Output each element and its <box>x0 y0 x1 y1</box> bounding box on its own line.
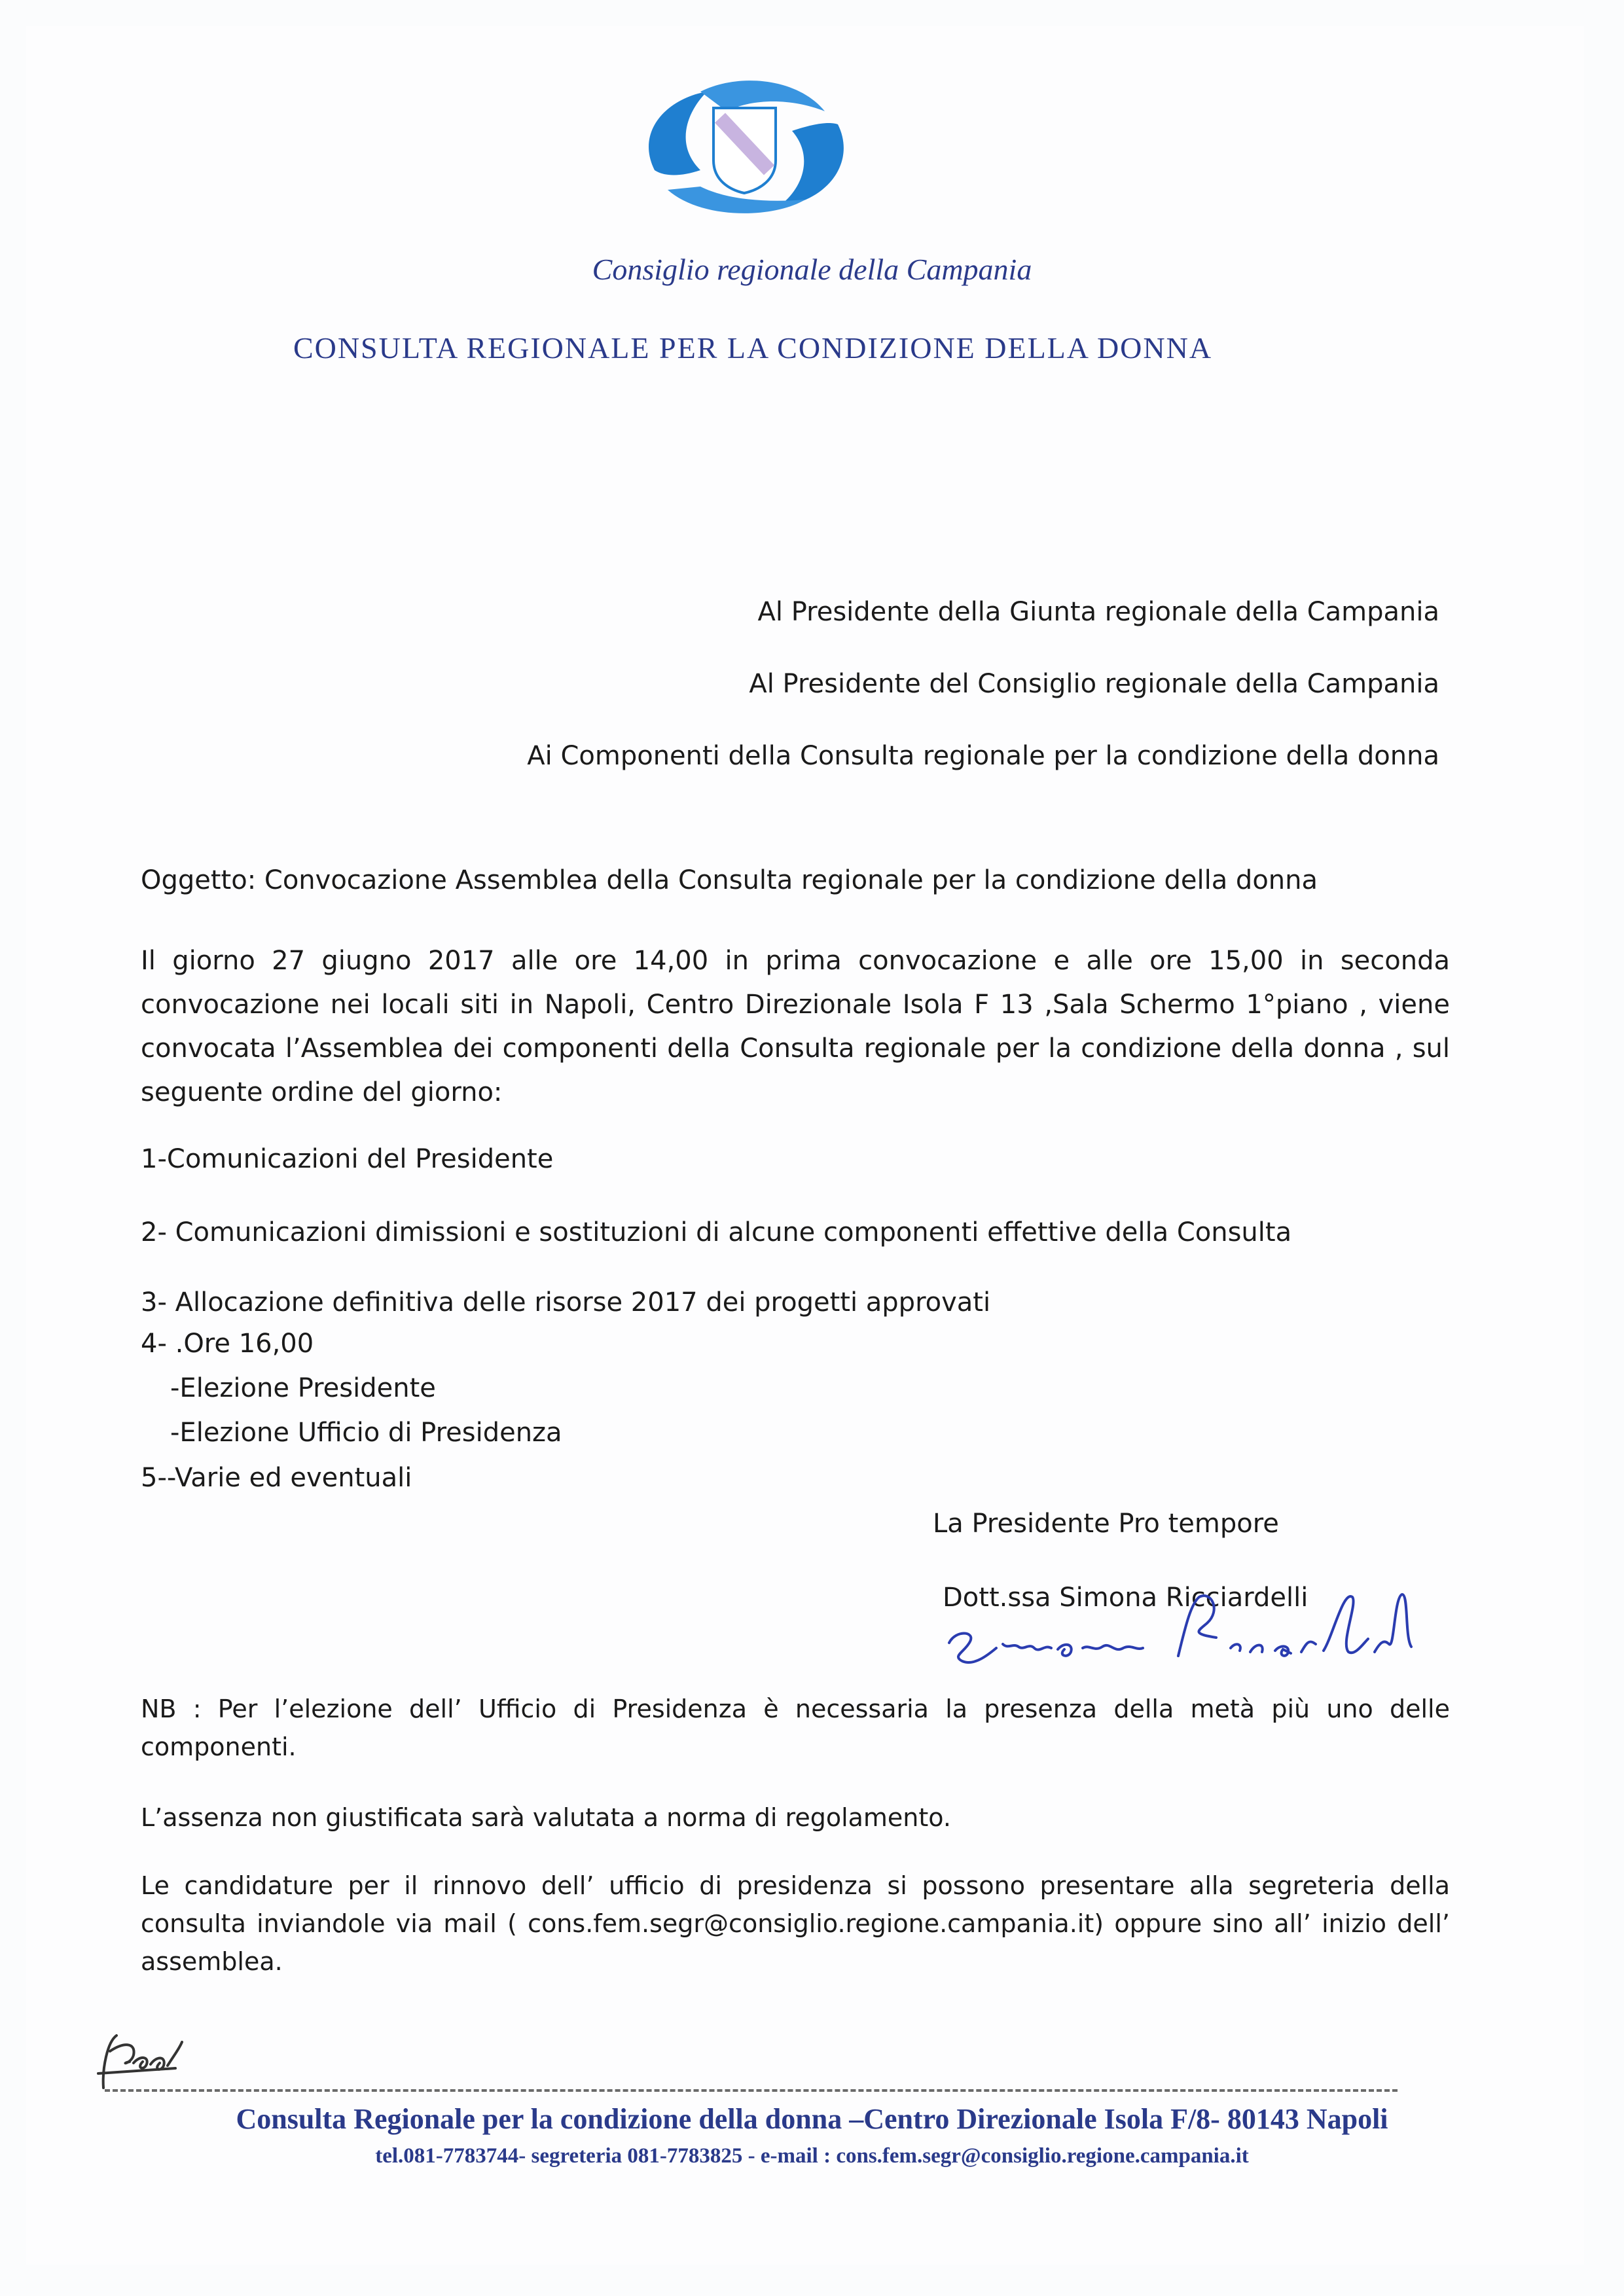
agenda-subitem: -Elezione Ufficio di Presidenza <box>170 1418 562 1448</box>
council-name: Consiglio regionale della Campania <box>592 253 1032 286</box>
consulta-title: CONSULTA REGIONALE PER LA CONDIZIONE DELLA DONNA <box>293 331 1213 365</box>
recipient-line: Al Presidente della Giunta regionale della Campania <box>757 597 1439 627</box>
agenda-item: 1-Comunicazioni del Presidente <box>141 1144 554 1174</box>
recipients-block <box>527 576 1439 792</box>
footer-contacts: tel.081-7783744- segreteria 081-7783825 - e-mail : cons.fem.segr@consiglio.regione.campania.it <box>375 2144 1249 2168</box>
agenda-subitem: -Elezione Presidente <box>170 1373 436 1403</box>
note-nb: NB : Per l’elezione dell’ Ufficio di Presidenza è necessaria la presenza della metà più uno delle componenti. <box>141 1695 1450 1761</box>
footer-divider <box>105 2089 1398 2092</box>
subject-line: Oggetto: Convocazione Assemblea della Consulta regionale per la condizione della donna <box>141 865 1318 895</box>
note-absence: L’assenza non giustificata sarà valutata a norma di regolamento. <box>141 1803 951 1832</box>
note-candidatures: Le candidature per il rinnovo dell’ ufficio di presidenza si possono presentare alla segreteria della consulta inviandole via mail ( cons.fem.segr@consiglio.regione.campania.it) oppure sino all’ inizio dell’ assemblea. <box>141 1871 1450 1976</box>
signatory-name: Dott.ssa Simona Ricciardelli <box>943 1583 1308 1613</box>
agenda-item: 2- Comunicazioni dimissioni e sostituzioni di alcune componenti effettive della Consulta <box>141 1217 1292 1247</box>
agenda-item: 4- .Ore 16,00 <box>141 1329 314 1359</box>
handwritten-initials-icon <box>90 2022 189 2094</box>
body-paragraph: Il giorno 27 giugno 2017 alle ore 14,00 in prima convocazione e alle ore 15,00 in seconda convocazione nei locali siti in Napoli, Centro Direzionale Isola F 13 ,Sala Schermo 1°piano , viene convocata l’Assemblea dei componenti della Consulta regionale per la condizione della donna , sul seguente ordine del giorno: <box>141 946 1450 1107</box>
agenda-item: 5--Varie ed eventuali <box>141 1463 412 1493</box>
footer-address: Consulta Regionale per la condizione della donna –Centro Direzionale Isola F/8- 80143 Napoli <box>236 2103 1388 2135</box>
recipient-line: Al Presidente del Consiglio regionale della Campania <box>749 669 1439 699</box>
agenda-item: 3- Allocazione definitiva delle risorse 2017 dei progetti approvati <box>141 1287 991 1318</box>
campania-council-logo-icon <box>628 72 864 223</box>
recipient-line: Ai Componenti della Consulta regionale per la condizione della donna <box>527 741 1439 771</box>
handwritten-signature-icon <box>943 1571 1506 1669</box>
signatory-role: La Presidente Pro tempore <box>933 1509 1279 1539</box>
